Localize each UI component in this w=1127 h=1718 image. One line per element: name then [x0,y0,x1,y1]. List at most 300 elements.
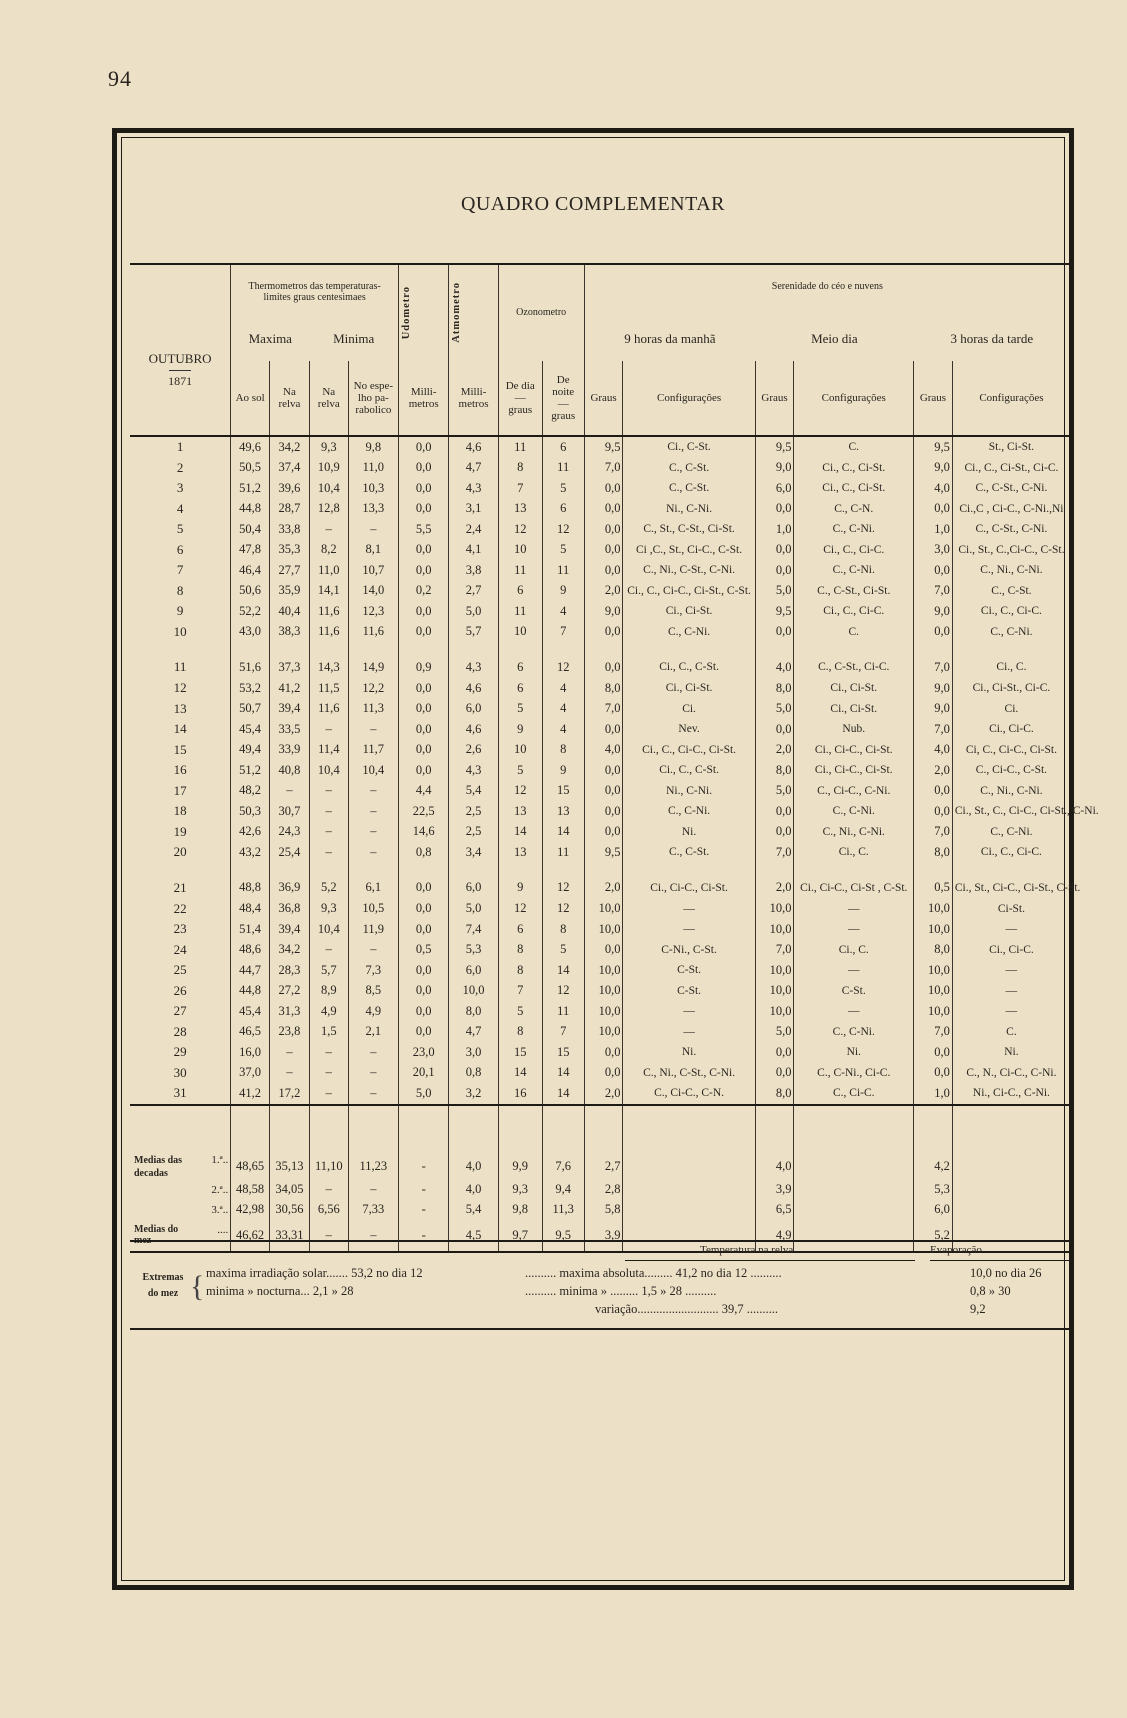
noon-degrees: 0,0 [755,540,794,561]
max-ao-sol: 53,2 [231,678,270,699]
morning-config: Ci., Ci-C., Ci-St. [623,863,755,899]
day: 17 [130,781,231,802]
noon-degrees: 0,0 [755,1063,794,1084]
afternoon-config: Ci., Ci-C. [989,943,1034,956]
table-row [130,1063,1070,1084]
atmometer: 4,1 [449,540,498,561]
min-espelho: 14,9 [348,642,398,678]
min-na-relva: 5,7 [309,960,348,981]
noon-config: Ci., C., Ci-C. [794,540,914,561]
min-na-relva: – [309,940,348,961]
extremes-line2-left: minima » nocturna... 2,1 » 28 [206,1284,354,1298]
udometer: 4,4 [399,781,449,802]
min-na-relva: – [309,842,348,863]
udometer: 0,0 [399,499,449,520]
max-na-relva: 40,8 [270,760,310,781]
morning-degrees: 0,0 [584,478,623,499]
max-na-relva: 34,2 [270,436,310,458]
atmometer: 5,0 [449,601,498,622]
afternoon-degrees: 0,0 [914,622,953,643]
morning-degrees: 7,0 [584,458,623,479]
udometer: 0,0 [399,622,449,643]
morning-degrees: 0,0 [584,519,623,540]
table-row [130,601,1070,622]
udometer: 0,0 [399,436,449,458]
ozone-day: 13 [498,842,542,863]
morning-degrees: 0,0 [584,822,623,843]
mean-value: 33,31 [270,1220,310,1252]
atmometer: 3,8 [449,560,498,581]
max-ao-sol: 45,4 [231,1001,270,1022]
afternoon-config: Ci. [1004,702,1019,715]
udometer: 20,1 [399,1063,449,1084]
data-table: OUTUBRO 1871 Thermometros das temperaturas-limites graus centesimaes Udometro Atmometro Ozonometro Serenidade do céo e nuvens Maxima Minima 9 horas da manhã Meio dia 3 horas da tarde Ao sol Na relva Na relva No espe-lho pa-rabolico Milli-metros Milli-metros De dia — graus De noite — graus Graus Configurações Graus Configurações Graus Configurações 1 49,6 34,2 9,3 9,8 0,0 4,6 11 6 9,5 Ci., C-St. 9,5 C. 9,5 St., Ci-St. 2 50,5 37,4 10,9 11,0 0,0 4,7 8 11 7,0 C., C-St. 9,0 Ci., C., Ci-St. 9,0 Ci., C., Ci-St., Ci-C. 3 51,2 39,6 10,4 10,3 0,0 4,3 7 5 0,0 C., C-St. 6,0 Ci., C., Ci-St. 4,0 C., C-St., C-Ni. 4 44,8 28,7 12,8 13,3 0,0 3,1 13 6 0,0 Ni., C-Ni. 0,0 C., C-N. 0,0 Ci.,C , Ci-C., C-Ni.,Ni 5 50,4 33,8 – – 5,5 2,4 12 12 0,0 C., St., C-St., Ci-St. 1,0 C., C-Ni. 1,0 C., C-St., C-Ni. 6 47,8 35,3 8,2 8,1 0,0 4,1 10 5 0,0 Ci ,C., St., Ci-C., C-St. 0,0 Ci., C., Ci-C. 3,0 Ci., St., C.,Ci-C., C-St. 7 46,4 27,7 11,0 10,7 0,0 3,8 11 11 0,0 C., Ni., C-St., C-Ni. 0,0 C., C-Ni. 0,0 C., Ni., C-Ni. 8 50,6 35,9 14,1 14,0 0,2 2,7 6 9 2,0 Ci., C., Ci-C., Ci-St., C-St. 5,0 C., C-St., Ci-St. 7,0 C., C-St. 9 52,2 40,4 11,6 12,3 0,0 5,0 11 4 9,0 Ci., Ci-St. 9,5 Ci., C., Ci-C. 9,0 Ci., C., Ci-C. 10 43,0 38,3 11,6 11,6 0,0 5,7 10 7 0,0 C., C-Ni. 0,0 C. 0,0 C., C-Ni. 11 51,6 37,3 14,3 14,9 0,9 4,3 6 12 0,0 Ci., C., C-St. 4,0 C., C-St., Ci-C. 7,0 Ci., C. 12 53,2 41,2 11,5 12,2 0,0 4,6 6 4 8,0 Ci., Ci-St. 8,0 Ci., Ci-St. 9,0 Ci., Ci-St., Ci-C. 13 50,7 39,4 11,6 11,3 0,0 6,0 5 4 7,0 Ci. 5,0 Ci., Ci-St. 9,0 Ci. 14 45,4 33,5 – – 0,0 4,6 9 4 0,0 Nev. 0,0 Nub. 7,0 Ci., Ci-C. 15 49,4 33,9 11,4 11,7 0,0 2,6 10 8 4,0 Ci., C., Ci-C., Ci-St. 2,0 Ci., Ci-C., Ci-St. 4,0 Ci, C., Ci-C., Ci-St. 16 51,2 40,8 10,4 10,4 0,0 4,3 5 9 0,0 Ci., C., C-St. 8,0 Ci., Ci-C., Ci-St. 2,0 C., Ci-C., C-St. 17 48,2 – – – 4,4 5,4 12 15 0,0 Ni., C-Ni. 5,0 C., Ci-C., C-Ni. 0,0 C., Ni., C-Ni. 18 50,3 30,7 – – 22,5 2,5 13 13 0,0 C., C-Ni. 0,0 C., C-Ni. 0,0 Ci., St., C., Ci-C., Ci-St., C-Ni. 19 42,6 24,3 – – 14,6 2,5 14 14 0,0 Ni. 0,0 C., Ni., C-Ni. 7,0 C., C-Ni. 20 43,2 25,4 – – 0,8 3,4 13 11 9,5 C., C-St. 7,0 Ci., C. 8,0 Ci., C., Ci-C. 21 48,8 36,9 5,2 6,1 0,0 6,0 9 12 2,0 Ci., Ci-C., Ci-St. 2,0 Ci., Ci-C., Ci-St , C-St. 0,5 Ci., St., Ci-C., Ci-St., C-St. 22 48,4 36,8 9,3 10,5 0,0 5,0 12 12 10,0 — 10,0 — 10,0 Ci-St. 23 51,4 39,4 10,4 11,9 0,0 7,4 6 8 10,0 — 10,0 — 10,0 — 24 48,6 34,2 – – 0,5 5,3 8 5 0,0 C-Ni., C-St. 7,0 Ci., C. 8,0 Ci., Ci-C. 25 44,7 28,3 5,7 7,3 0,0 6,0 8 14 10,0 C-St. 10,0 — 10,0 — 26 44,8 27,2 8,9 8,5 0,0 10,0 7 12 10,0 C-St. 10,0 C-St. 10,0 — 27 45,4 31,3 4,9 4,9 0,0 8,0 5 11 10,0 — 10,0 — 10,0 — 28 46,5 23,8 1,5 2,1 0,0 4,7 8 7 10,0 — 5,0 C., C-Ni. 7,0 C. 29 16,0 – – – 23,0 3,0 15 15 0,0 Ni. 0,0 Ni. 0,0 Ni. 30 37,0 – – – 20,1 0,8 14 14 0,0 C., Ni., C-St., C-Ni. 0,0 C., C-Ni., Ci-C. 0,0 C., N., Ci-C., C-Ni. 31 41,2 17,2 – – 5,0 3,2 16 14 2,0 C., Ci-C., C-N. 8,0 C., Ci-C. 1,0 Ni., Ci-C., C-Ni. Medias das decadas 1.ª.. 48,65 35,13 11,10 11,23 - 4,0 9,9 7,6 2,7 4,0 4,2 2.ª.. 48,58 34,05 – – - 4,0 9,3 9,4 2,8 3,9 5,3 3.ª.. 42,98 30,56 6,56 7,33 - 5,4 9,8 11,3 5,8 6,5 6,0 Medias do mez .... 46,62 33,31 – – - 4,5 9,7 9,5 3,9 4,9 5,2 [130,263,1070,1253]
mean-value: 5,4 [449,1200,498,1220]
udometer: 14,6 [399,822,449,843]
day: 24 [130,940,231,961]
ozone-night: 11 [542,560,584,581]
atmometer: 3,1 [449,499,498,520]
noon-degrees: 10,0 [755,960,794,981]
extremes-line2-mid: .......... minima » ......... 1,5 » 28 .......... [525,1284,717,1298]
page-number: 94 [108,66,132,91]
mean-value: - [399,1200,449,1220]
max-ao-sol: 51,6 [231,642,270,678]
month-label: OUTUBRO [148,351,212,366]
max-ao-sol: 46,5 [231,1022,270,1043]
morning-degrees: 0,0 [584,1042,623,1063]
noon-config: Ni. [794,1042,914,1063]
morning-degrees: 0,0 [584,801,623,822]
morning-degrees: 10,0 [584,981,623,1002]
min-espelho: 12,2 [348,678,398,699]
col-de-noite-unit: graus [551,409,576,422]
ozone-day: 10 [498,540,542,561]
table-row [130,499,1070,520]
min-na-relva: – [309,1083,348,1105]
udometer: 0,0 [399,699,449,720]
col-config-manha: Configurações [623,361,755,436]
ozone-night: 14 [542,960,584,981]
ozone-day: 8 [498,960,542,981]
extremes-label: Extremas do mez [142,1272,184,1299]
day: 13 [130,699,231,720]
year-label: 1871 [168,374,193,388]
table-row [130,1042,1070,1063]
mean-value: 7,33 [348,1200,398,1220]
ozone-day: 8 [498,458,542,479]
max-na-relva: 33,9 [270,740,310,761]
max-na-relva: 33,8 [270,519,310,540]
morning-config: Ci., C-St. [623,436,755,458]
max-na-relva: 28,7 [270,499,310,520]
mean-value: 30,56 [270,1200,310,1220]
afternoon-heading: 3 horas da tarde [950,331,1034,347]
atmometer: 2,7 [449,581,498,602]
min-na-relva: 9,3 [309,899,348,920]
noon-config: C-St. [794,981,914,1002]
min-espelho: 11,0 [348,458,398,479]
morning-degrees: 0,0 [584,642,623,678]
decade-ordinal: 2.ª.. [211,1183,229,1196]
noon-degrees: 9,5 [755,436,794,458]
day: 6 [130,540,231,561]
noon-config: Ci., Ci-C., Ci-St. [794,760,914,781]
day: 22 [130,899,231,920]
udometer: 0,0 [399,601,449,622]
max-na-relva: 40,4 [270,601,310,622]
afternoon-config: Ci, C., Ci-C., Ci-St. [965,743,1057,756]
min-na-relva: 10,9 [309,458,348,479]
morning-config: C-St. [623,981,755,1002]
ozone-night: 14 [542,1083,584,1105]
table-row [130,899,1070,920]
max-ao-sol: 48,6 [231,940,270,961]
min-na-relva: 12,8 [309,499,348,520]
table-row [130,581,1070,602]
morning-config: — [623,1022,755,1043]
mean-value: 11,10 [309,1154,348,1180]
extremes-line3-mid: variação.......................... 39,7 .......... [595,1302,778,1316]
atmometer: 10,0 [449,981,498,1002]
morning-config: Ci., C., Ci-C., Ci-St., C-St. [623,581,755,602]
max-ao-sol: 42,6 [231,822,270,843]
afternoon-degrees: 4,0 [914,478,953,499]
table-row [130,781,1070,802]
table-row [130,478,1070,499]
min-espelho: – [348,842,398,863]
col-espelho: No espe-lho pa-rabolico [353,379,394,416]
day: 10 [130,622,231,643]
col-de-noite: De noite [552,373,575,398]
min-na-relva: – [309,801,348,822]
afternoon-degrees: 10,0 [914,1001,953,1022]
ozone-day: 14 [498,822,542,843]
max-na-relva: 17,2 [270,1083,310,1105]
min-espelho: 11,9 [348,919,398,940]
udometer: 0,0 [399,1022,449,1043]
noon-config: C., C-Ni. [794,519,914,540]
max-ao-sol: 46,4 [231,560,270,581]
mean-value: 5,8 [584,1200,623,1220]
min-espelho: 10,5 [348,899,398,920]
max-na-relva: – [270,1042,310,1063]
table-row [130,1022,1070,1043]
atmometer: 4,7 [449,458,498,479]
morning-config: — [623,919,755,940]
noon-config: Nub. [794,719,914,740]
mean-value: 9,9 [498,1154,542,1180]
noon-degrees: 0,0 [755,822,794,843]
afternoon-config: Ci., Ci-C. [989,723,1034,736]
day: 14 [130,719,231,740]
day: 2 [130,458,231,479]
max-ao-sol: 51,4 [231,919,270,940]
noon-config: C., C-St., Ci-C. [794,642,914,678]
morning-config: Ni., C-Ni. [623,499,755,520]
ozone-day: 15 [498,1042,542,1063]
afternoon-config: C., Ci-C., C-St. [975,764,1048,777]
day: 1 [130,436,231,458]
afternoon-config: C., C-St., C-Ni. [975,523,1048,536]
udometer: 5,0 [399,1083,449,1105]
min-espelho: – [348,519,398,540]
ozone-night: 4 [542,699,584,720]
noon-degrees: 8,0 [755,760,794,781]
ozone-night: 14 [542,822,584,843]
means-row [130,1154,1070,1180]
afternoon-config: Ci-St. [997,902,1026,915]
noon-degrees: 8,0 [755,1083,794,1105]
afternoon-degrees: 0,0 [914,1063,953,1084]
morning-degrees: 7,0 [584,699,623,720]
noon-degrees: 5,0 [755,781,794,802]
afternoon-degrees: 7,0 [914,719,953,740]
max-na-relva: 24,3 [270,822,310,843]
max-ao-sol: 51,2 [231,760,270,781]
extremes-brace: { [190,1270,205,1303]
max-na-relva: 27,7 [270,560,310,581]
mean-value: 42,98 [231,1200,270,1220]
min-na-relva: 8,2 [309,540,348,561]
day: 21 [130,863,231,899]
ozone-day: 6 [498,919,542,940]
mean-value: 5,3 [914,1180,953,1200]
noon-config: C., C-Ni., Ci-C. [794,1063,914,1084]
mean-value: 9,8 [498,1200,542,1220]
noon-config: C. [794,436,914,458]
ozone-night: 7 [542,622,584,643]
afternoon-config: Ci., St., C.,Ci-C., C-St. [958,543,1065,556]
day: 20 [130,842,231,863]
afternoon-config: C., C-St. [991,584,1032,597]
afternoon-config: C., Ni., C-Ni. [980,564,1043,577]
atmometer: 5,0 [449,899,498,920]
max-ao-sol: 47,8 [231,540,270,561]
atmometer: 6,0 [449,960,498,981]
noon-degrees: 8,0 [755,678,794,699]
afternoon-degrees: 8,0 [914,940,953,961]
ozone-night: 13 [542,801,584,822]
min-espelho: 10,4 [348,760,398,781]
noon-degrees: 0,0 [755,801,794,822]
min-na-relva: 4,9 [309,1001,348,1022]
minima-heading: Minima [309,318,398,360]
col-config-tarde: Configurações [952,361,1070,436]
ozone-night: 12 [542,899,584,920]
morning-config: Nev. [623,719,755,740]
max-na-relva: 36,8 [270,899,310,920]
min-espelho: – [348,822,398,843]
morning-degrees: 10,0 [584,1001,623,1022]
ozone-night: 6 [542,436,584,458]
afternoon-config: — [1005,984,1018,997]
mean-value: 35,13 [270,1154,310,1180]
table-row [130,560,1070,581]
day: 3 [130,478,231,499]
day: 11 [130,642,231,678]
min-espelho: 4,9 [348,1001,398,1022]
max-ao-sol: 43,2 [231,842,270,863]
afternoon-config: Ni. [1004,1046,1019,1059]
max-ao-sol: 37,0 [231,1063,270,1084]
udometer: 23,0 [399,1042,449,1063]
extremes-line1-left: maxima irradiação solar....... 53,2 no dia 12 [206,1266,423,1280]
noon-degrees: 6,0 [755,478,794,499]
extremes-line1-right: 10,0 no dia 26 [970,1266,1042,1280]
means-row [130,1220,1070,1252]
atmometer: 5,7 [449,622,498,643]
noon-degrees: 5,0 [755,699,794,720]
min-na-relva: 11,5 [309,678,348,699]
morning-config: C-Ni., C-St. [623,940,755,961]
morning-config: Ci., C., C-St. [623,760,755,781]
min-na-relva: 10,4 [309,478,348,499]
atmometer: 0,8 [449,1063,498,1084]
morning-degrees: 4,0 [584,740,623,761]
max-ao-sol: 44,7 [231,960,270,981]
day: 4 [130,499,231,520]
atmometer: 5,4 [449,781,498,802]
afternoon-degrees: 4,0 [914,740,953,761]
ozone-night: 5 [542,940,584,961]
table-row [130,622,1070,643]
ozone-night: 6 [542,499,584,520]
atmometer: 2,5 [449,822,498,843]
col-na-relva-min: Na relva [317,385,340,410]
max-na-relva: 34,2 [270,940,310,961]
morning-degrees: 0,0 [584,560,623,581]
morning-heading: 9 horas da manhã [624,331,716,347]
noon-degrees: 10,0 [755,919,794,940]
ozone-night: 4 [542,678,584,699]
noon-degrees: 5,0 [755,581,794,602]
atmometer: 4,3 [449,642,498,678]
morning-degrees: 0,0 [584,760,623,781]
mean-value: 4,0 [449,1154,498,1180]
col-graus-manha: Graus [584,361,623,436]
mean-value: 3,9 [755,1180,794,1200]
noon-config: Ci., C., Ci-C. [794,601,914,622]
afternoon-config: Ci., C. [996,661,1027,673]
morning-config: C., C-St. [623,478,755,499]
mean-value: 9,3 [498,1180,542,1200]
ozone-night: 15 [542,781,584,802]
mean-value: - [399,1180,449,1200]
min-espelho: – [348,801,398,822]
ozone-day: 5 [498,760,542,781]
mean-value: 11,23 [348,1154,398,1180]
decade-ordinal: .... [217,1224,229,1236]
noon-degrees: 10,0 [755,1001,794,1022]
ozone-night: 14 [542,1063,584,1084]
min-na-relva: 10,4 [309,760,348,781]
noon-config: Ci., Ci-St. [794,699,914,720]
col-na-relva: Na relva [278,385,301,410]
mean-value: 34,05 [270,1180,310,1200]
means-label [130,1154,231,1180]
mean-value: - [399,1154,449,1180]
table-row [130,719,1070,740]
table-row [130,822,1070,843]
max-na-relva: 35,3 [270,540,310,561]
table-frame [112,128,1099,1590]
morning-config: Ni., C-Ni. [623,781,755,802]
extremes-line2-right: 0,8 » 30 [970,1284,1011,1298]
udometer: 0,0 [399,760,449,781]
morning-degrees: 2,0 [584,863,623,899]
afternoon-config: Ci., C., Ci-C. [980,846,1042,859]
udometer: 0,0 [399,740,449,761]
morning-degrees: 10,0 [584,899,623,920]
ozone-day: 10 [498,622,542,643]
min-na-relva: 1,5 [309,1022,348,1043]
morning-config: C., St., C-St., Ci-St. [623,519,755,540]
morning-degrees: 10,0 [584,960,623,981]
morning-config: Ci ,C., St., Ci-C., C-St. [623,540,755,561]
min-na-relva: 11,4 [309,740,348,761]
noon-degrees: 1,0 [755,519,794,540]
table-row [130,740,1070,761]
afternoon-degrees: 10,0 [914,899,953,920]
min-espelho: 10,3 [348,478,398,499]
noon-degrees: 0,0 [755,622,794,643]
table-row [130,960,1070,981]
day: 27 [130,1001,231,1022]
col-de-dia-unit: graus [508,403,533,416]
max-ao-sol: 44,8 [231,499,270,520]
morning-config: C., C-St. [623,458,755,479]
noon-config: C., C-St., Ci-St. [794,581,914,602]
min-na-relva: 11,6 [309,699,348,720]
mean-value: 9,4 [542,1180,584,1200]
day: 15 [130,740,231,761]
noon-degrees: 0,0 [755,560,794,581]
ozone-night: 15 [542,1042,584,1063]
min-na-relva: 11,0 [309,560,348,581]
min-espelho: 11,3 [348,699,398,720]
decade-ordinal: 3.ª.. [211,1203,229,1216]
afternoon-config: Ci., St., Ci-C., Ci-St., C-St. [954,881,1081,894]
max-na-relva: 36,9 [270,863,310,899]
mean-value: – [348,1220,398,1252]
morning-degrees: 9,0 [584,601,623,622]
udometer: 0,0 [399,458,449,479]
morning-degrees: 10,0 [584,1022,623,1043]
min-espelho: – [348,1042,398,1063]
max-ao-sol: 44,8 [231,981,270,1002]
mean-value: 7,6 [542,1154,584,1180]
noon-heading: Meio dia [811,331,858,347]
min-espelho: – [348,940,398,961]
noon-config: Ci., C., Ci-St. [794,458,914,479]
ozone-night: 11 [542,458,584,479]
udometer: 22,5 [399,801,449,822]
afternoon-config: C., C-Ni. [990,825,1033,838]
max-na-relva: 28,3 [270,960,310,981]
ozone-day: 9 [498,863,542,899]
mean-value: – [309,1180,348,1200]
mean-value: 6,5 [755,1200,794,1220]
morning-config: C., Ni., C-St., C-Ni. [623,1063,755,1084]
noon-degrees: 10,0 [755,981,794,1002]
mean-value: 4,0 [755,1154,794,1180]
mez-label: Medias do mez [134,1224,179,1246]
ozone-day: 11 [498,436,542,458]
min-espelho: 8,1 [348,540,398,561]
col-graus-tarde: Graus [914,361,953,436]
mean-value: 4,2 [914,1154,953,1180]
